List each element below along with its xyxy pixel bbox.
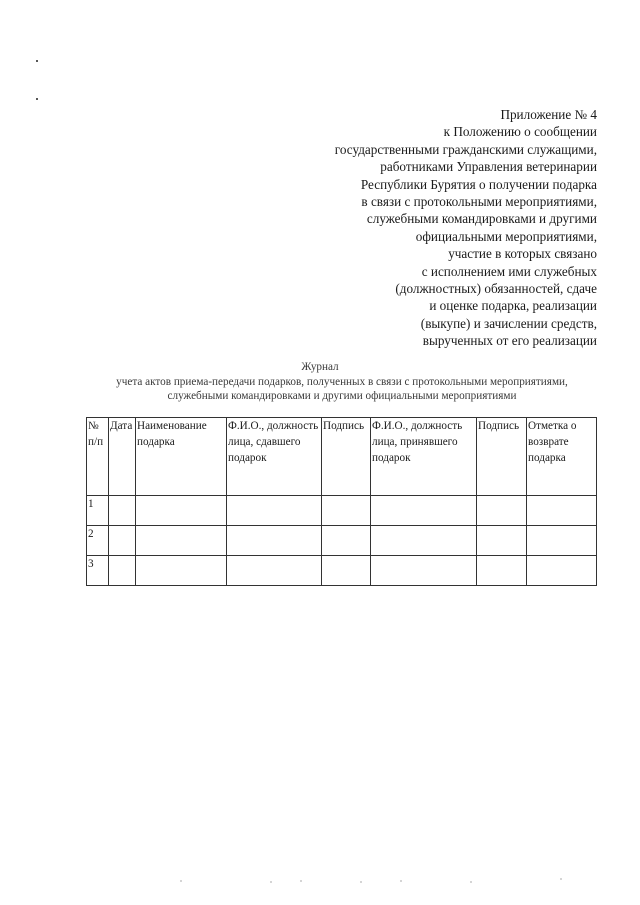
table-cell xyxy=(136,496,227,526)
table-cell xyxy=(109,496,136,526)
table-cell xyxy=(527,496,597,526)
journal-subtitle: учета актов приема-передачи подарков, полученных в связи с протокольными мероприятиями, служебными командировками и другими официальными мероприятиями xyxy=(116,376,568,402)
scan-speck xyxy=(36,60,38,62)
column-header-date: Дата xyxy=(109,418,136,496)
appendix-line: государственными гражданскими служащими, xyxy=(334,141,597,157)
column-header-receiver: Ф.И.О., должность лица, принявшего подарок xyxy=(371,418,477,496)
appendix-line: с исполнением ими служебных xyxy=(421,263,597,279)
table-cell xyxy=(477,526,527,556)
appendix-line: в связи с протокольными мероприятиями, xyxy=(361,194,597,210)
appendix-line: вырученных от его реализации xyxy=(422,333,597,349)
table-row xyxy=(87,526,597,556)
appendix-line: служебными командировками и другими xyxy=(366,211,597,227)
table-row xyxy=(87,556,597,586)
scan-speck xyxy=(270,881,272,883)
table-row xyxy=(87,496,597,526)
column-header-gift-name: Наименование подарка xyxy=(136,418,227,496)
appendix-line: Республики Бурятия о получении подарка xyxy=(360,176,597,192)
table-cell xyxy=(136,556,227,586)
table-cell xyxy=(227,526,322,556)
appendix-header xyxy=(335,106,597,350)
scan-speck xyxy=(360,881,362,883)
appendix-line: Приложение № 4 xyxy=(500,107,597,122)
table-cell xyxy=(477,556,527,586)
table-cell: 2 xyxy=(87,526,109,556)
appendix-line: официальными мероприятиями, xyxy=(415,228,597,244)
table-cell xyxy=(477,496,527,526)
appendix-line: участие в которых связано xyxy=(448,246,597,262)
table-cell xyxy=(136,526,227,556)
table-cell xyxy=(527,556,597,586)
scan-speck xyxy=(36,98,38,100)
table-cell xyxy=(227,496,322,526)
table-cell xyxy=(227,556,322,586)
table-cell xyxy=(371,556,477,586)
table-cell xyxy=(322,496,371,526)
appendix-line: к Положению о сообщении xyxy=(443,124,597,140)
scan-speck xyxy=(560,878,562,880)
table-cell xyxy=(527,526,597,556)
column-header-signature: Подпись xyxy=(322,418,371,496)
column-header-giver: Ф.И.О., должность лица, сдавшего подарок xyxy=(227,418,322,496)
scan-speck xyxy=(300,880,302,882)
table-cell xyxy=(371,496,477,526)
appendix-line: и оценке подарка, реализации xyxy=(429,298,597,314)
scan-speck xyxy=(470,881,472,883)
table-cell xyxy=(109,556,136,586)
appendix-line: работниками Управления ветеринарии xyxy=(380,159,597,175)
appendix-line: (выкупе) и зачислении средств, xyxy=(420,315,597,331)
table-header-row xyxy=(87,418,597,496)
column-header-signature: Подпись xyxy=(477,418,527,496)
table-cell xyxy=(322,526,371,556)
column-header-return-mark: Отметка о возврате подарка xyxy=(527,418,597,496)
table-cell xyxy=(109,526,136,556)
journal-title: Журнал xyxy=(301,361,339,373)
scan-speck xyxy=(400,880,402,882)
table-cell xyxy=(371,526,477,556)
table-cell xyxy=(322,556,371,586)
column-header-number: № п/п xyxy=(87,418,109,496)
appendix-line: (должностных) обязанностей, сдаче xyxy=(395,281,597,297)
journal-table xyxy=(86,417,597,586)
table-cell: 1 xyxy=(87,496,109,526)
scan-speck xyxy=(180,880,182,882)
table-cell: 3 xyxy=(87,556,109,586)
